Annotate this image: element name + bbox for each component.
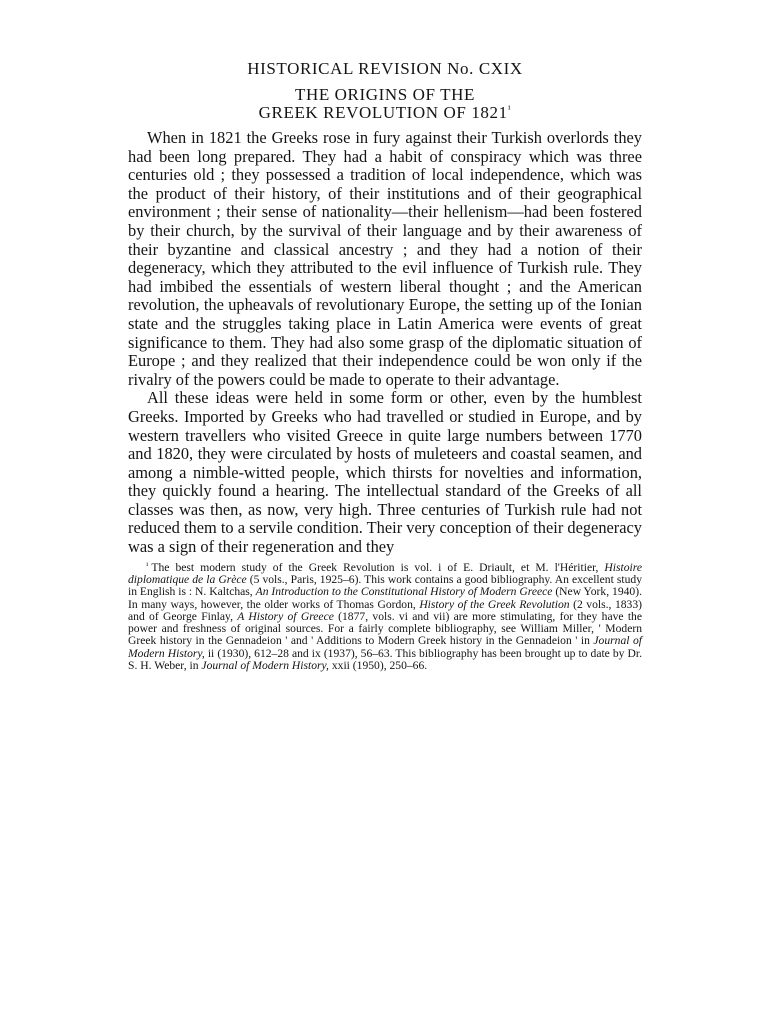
citation-title: Histoire diplomatique de la Grèce (128, 560, 642, 586)
footnote-text: (1877, vols. vi and vii) are more stimulating, for they have the power and freshness of original sources. For a fairly complete bibliography, see William Miller, ' Modern Greek history in the Gennadeion ' and ' Additions to Modern Greek history in the Gennadeion ' in (128, 609, 642, 648)
article-title-line-1: THE ORIGINS OF THE (294, 85, 475, 104)
citation-journal: Journal of Modern History, (128, 634, 642, 660)
footnote-text: ii (1930), 612–28 and ix (1937), 56–63. This bibliography has been brought up to date by Dr. S. H. Weber, in (128, 646, 642, 673)
article-page (128, 59, 642, 672)
footnote-1 (128, 562, 642, 673)
citation-title: A History of Greece (237, 609, 334, 623)
citation-title: An Introduction to the Constitutional History of Modern Greece (255, 585, 553, 599)
footnote-text: (New York, 1940). In many ways, however, the older works of Thomas Gordon, (128, 585, 642, 611)
article-title-line-2-text: GREEK REVOLUTION OF 1821 (258, 103, 508, 122)
series-heading: HISTORICAL REVISION No. CXIX (247, 59, 523, 78)
footnote-text: xxii (1950), 250–66. (328, 659, 428, 673)
footnote-marker: ¹ (146, 560, 149, 570)
footnote-text: (5 vols., Paris, 1925–6). This work contains a good bibliography. An excellent study in English is : N. Kaltchas, (128, 572, 642, 599)
article-title-line-2 (128, 104, 642, 122)
footnote-text: (2 vols., 1833) and of George Finlay, (128, 597, 642, 623)
title-footnote-marker: ¹ (507, 104, 512, 115)
footnote-block (128, 562, 642, 673)
footnote-text: The best modern study of the Greek Revolution is vol. i of E. Driault, et M. l'Héritier, (151, 560, 605, 574)
body-paragraph-1: When in 1821 the Greeks rose in fury against their Turkish overlords they had been long prepared. They had a habit of conspiracy which was three centuries old ; they possessed a tradition of local independence, which was the product of their history, of their institutions and of their geographical environment ; their sense of nationality—their hellenism—had been fostered by their church, by the survival of their language and by their awareness of their byzantine and classical ancestry ; and they had a notion of their degeneracy, which they attributed to the evil influence of Turkish rule. They had imbibed the essentials of western liberal thought ; and the American revolution, the upheavals of revolutionary Europe, the setting up of the Ionian state and the struggles taking place in Latin America were events of great significance to them. They had also some grasp of the diplomatic situation of Europe ; and they realized that their independence could be won only if the rivalry of the powers could be made to operate to their advantage. (128, 128, 642, 389)
citation-journal: Journal of Modern History, (201, 659, 329, 673)
citation-title: History of the Greek Revolution (419, 597, 570, 611)
body-paragraph-2: All these ideas were held in some form or other, even by the humblest Greeks. Imported by Greeks who had travelled or studied in Europe, and by western travellers who visited Greece in quite large numbers between 1770 and 1820, they were circulated by hosts of muleteers and coastal seamen, and among a nimble-witted people, which thirsts for novelties and information, they quickly found a hearing. The intellectual standard of the Greeks of all classes was then, as now, very high. Three centuries of Turkish rule had not reduced them to a servile condition. Their very conception of their degeneracy was a sign of their regeneration and they (128, 388, 642, 557)
